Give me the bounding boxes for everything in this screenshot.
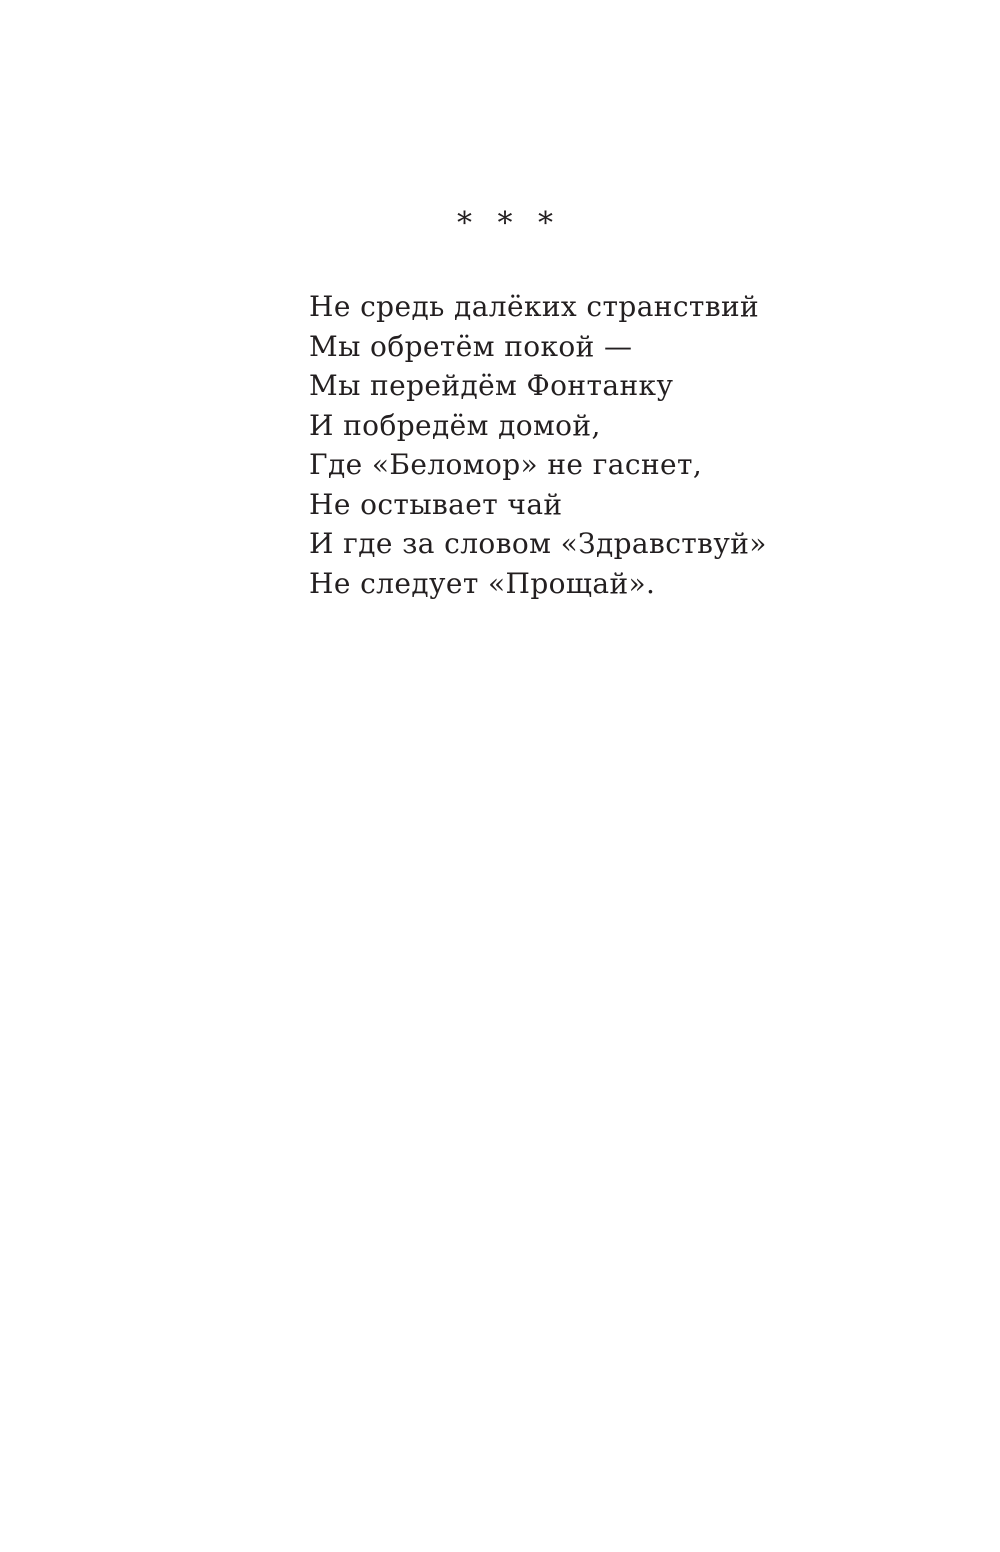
poem-line: Мы обретём покой — [309, 329, 633, 363]
section-separator: * * * [456, 206, 562, 241]
poem-stanza [309, 287, 767, 603]
poem-line: И где за словом «Здравствуй» [309, 527, 767, 560]
poem-line: Мы перейдём Фонтанку [309, 369, 674, 402]
poem-line: Где «Беломор» не гаснет, [309, 448, 703, 481]
poem-line: Не средь далёких странствий [309, 290, 760, 323]
poem-line: Не следует «Прощай». [309, 566, 656, 600]
poem-line: Не остывает чай [309, 487, 563, 521]
poem-line: И побредём домой, [309, 408, 601, 442]
